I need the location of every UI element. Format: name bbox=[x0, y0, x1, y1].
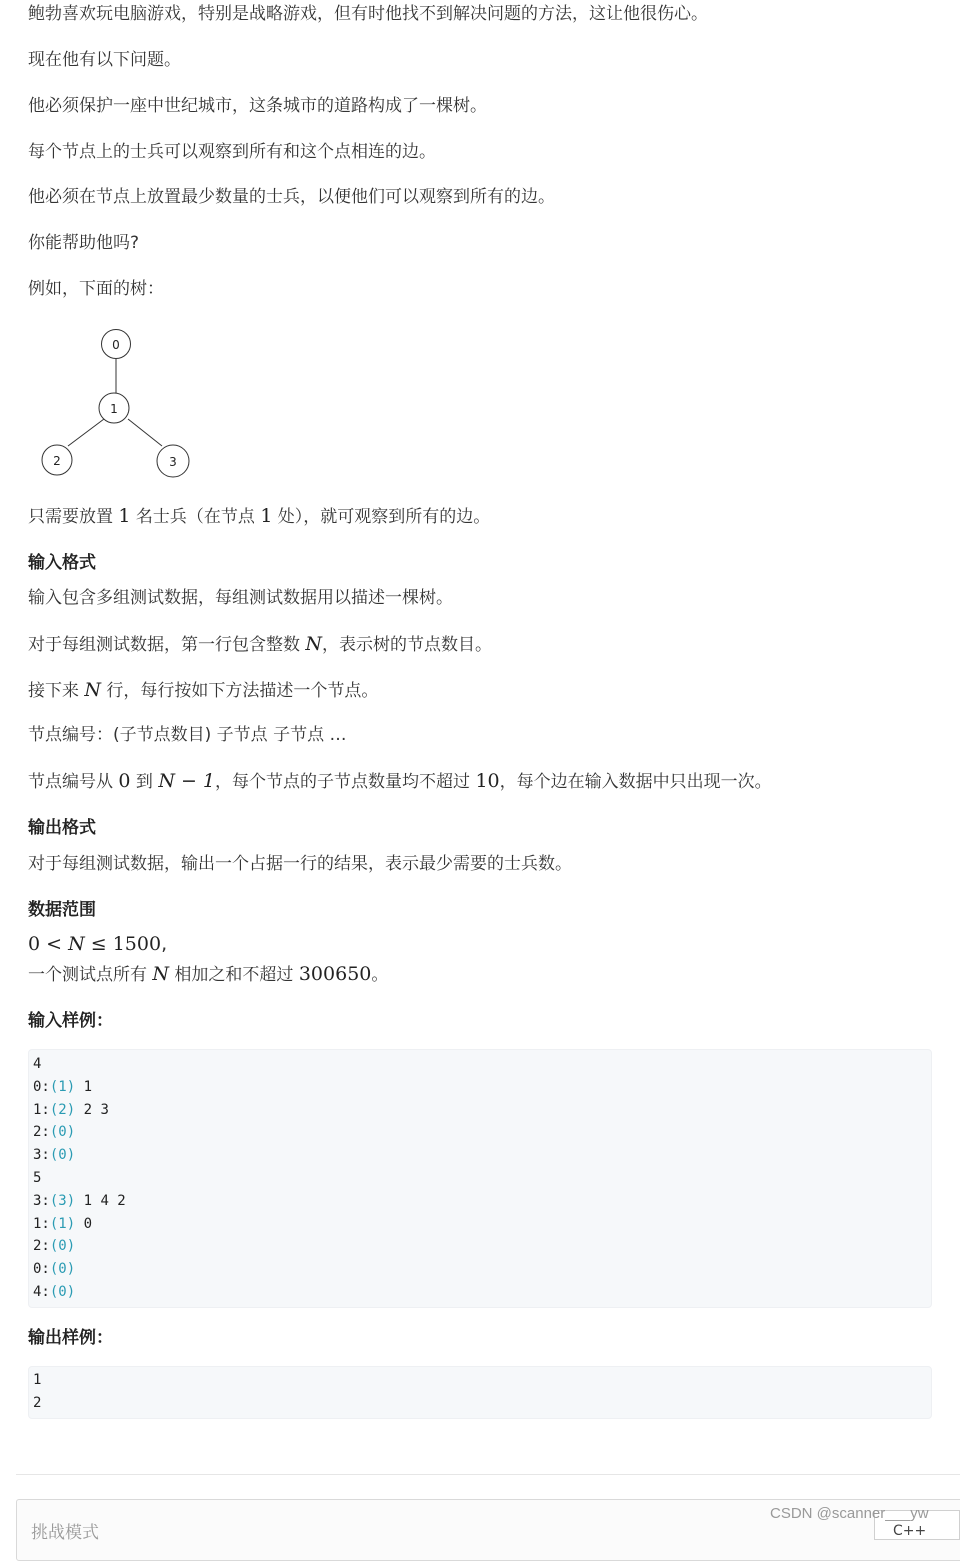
data-range-line bbox=[28, 962, 388, 987]
sample-output-heading: 输出样例： bbox=[28, 1328, 113, 1348]
code-token: 5 bbox=[33, 1169, 42, 1186]
text-span: 相加之和不超过 bbox=[169, 965, 299, 985]
code-line bbox=[33, 1213, 927, 1236]
tree-node-label: 3 bbox=[169, 455, 177, 469]
code-line bbox=[33, 1281, 927, 1304]
code-token: (0) bbox=[49, 1261, 76, 1278]
code-line: 1 bbox=[33, 1372, 42, 1388]
challenge-mode-title: 挑战模式 bbox=[31, 1523, 99, 1543]
example-tree-diagram bbox=[38, 326, 198, 478]
intro-paragraph: 他必须保护一座中世纪城市，这条城市的道路构成了一棵树。 bbox=[28, 96, 487, 116]
code-line bbox=[33, 1190, 927, 1213]
code-token: (0) bbox=[49, 1283, 76, 1300]
tree-edge-1-3 bbox=[128, 419, 162, 446]
input-format-line bbox=[28, 769, 772, 794]
code-token: 1 4 2 bbox=[75, 1192, 126, 1209]
code-token: 2: bbox=[33, 1238, 50, 1255]
tree-node-0 bbox=[102, 330, 131, 359]
math-variable: N bbox=[68, 933, 85, 955]
section-divider bbox=[16, 1474, 960, 1475]
code-line bbox=[33, 1121, 927, 1144]
intro-paragraph: 他必须在节点上放置最少数量的士兵，以便他们可以观察到所有的边。 bbox=[28, 187, 555, 207]
sample-input-code bbox=[29, 1050, 931, 1304]
tree-node-2 bbox=[42, 445, 72, 475]
math-expression: ≤ 1500 bbox=[84, 933, 162, 955]
input-format-line bbox=[28, 632, 492, 657]
code-token: 3: bbox=[33, 1147, 50, 1164]
code-line: 2 bbox=[33, 1394, 42, 1411]
code-token: 2: bbox=[33, 1124, 50, 1141]
code-line bbox=[33, 1235, 927, 1258]
code-line bbox=[33, 1167, 927, 1190]
sample-input-heading: 输入样例： bbox=[28, 1011, 113, 1031]
sample-input-code-block[interactable] bbox=[28, 1049, 932, 1308]
input-format-line: 节点编号：(子节点数目) 子节点 子节点 … bbox=[28, 725, 347, 745]
text-span: 到 bbox=[130, 772, 159, 792]
language-select[interactable]: C++ bbox=[874, 1510, 960, 1540]
input-format-line bbox=[28, 678, 378, 703]
math-number: 0 bbox=[118, 770, 131, 792]
text-span: 行，每行按如下方法描述一个节点。 bbox=[101, 681, 379, 701]
math-variable: N bbox=[152, 963, 170, 985]
math-variable: N bbox=[84, 679, 102, 701]
text-span: ，每个边在输入数据中只出现一次。 bbox=[499, 772, 772, 792]
text-span: , bbox=[161, 933, 168, 955]
text-span: 一个测试点所有 bbox=[28, 965, 153, 985]
code-line bbox=[33, 1053, 927, 1076]
csdn-watermark: CSDN @scanner___yw bbox=[770, 1505, 929, 1522]
tree-node-1 bbox=[99, 393, 129, 423]
tree-node-3 bbox=[157, 445, 189, 477]
input-format-line: 输入包含多组测试数据，每组测试数据用以描述一棵树。 bbox=[28, 588, 453, 608]
code-token: 1: bbox=[33, 1101, 50, 1118]
output-format-line: 对于每组测试数据，输出一个占据一行的结果，表示最少需要的士兵数。 bbox=[28, 854, 572, 874]
code-token: 2 3 bbox=[75, 1101, 109, 1118]
code-line bbox=[33, 1144, 927, 1167]
code-token: (2) bbox=[49, 1101, 76, 1118]
tree-node-label: 2 bbox=[53, 454, 61, 468]
code-line bbox=[33, 1076, 927, 1099]
intro-paragraph: 现在他有以下问题。 bbox=[28, 50, 181, 70]
code-token: (3) bbox=[49, 1192, 76, 1209]
text-span: 节点编号从 bbox=[28, 772, 119, 792]
math-expression: N − 1 bbox=[158, 770, 216, 792]
intro-paragraph: 你能帮助他吗? bbox=[28, 233, 140, 253]
code-token: 0 bbox=[75, 1215, 93, 1232]
tree-node-label: 1 bbox=[110, 402, 118, 416]
input-format-heading: 输入格式 bbox=[28, 553, 96, 573]
code-token: 0: bbox=[33, 1078, 50, 1095]
text-span: 接下来 bbox=[28, 681, 85, 701]
code-token: (0) bbox=[49, 1147, 76, 1164]
tree-edge-1-2 bbox=[68, 419, 104, 446]
answer-text: 名士兵（在节点 bbox=[130, 507, 261, 527]
text-span: ，表示树的节点数目。 bbox=[322, 635, 493, 655]
math-number: 1 bbox=[118, 505, 131, 527]
text-span: 。 bbox=[371, 965, 389, 985]
math-expression: 0 < bbox=[28, 933, 69, 955]
intro-paragraph: 例如，下面的树： bbox=[28, 279, 164, 299]
answer-text: 只需要放置 bbox=[28, 507, 119, 527]
sample-output-code-block[interactable] bbox=[28, 1366, 932, 1419]
code-token: (1) bbox=[49, 1078, 76, 1095]
code-token: 1 bbox=[75, 1078, 93, 1095]
code-token: 0: bbox=[33, 1261, 50, 1278]
answer-text: 处），就可观察到所有的边。 bbox=[272, 507, 491, 527]
text-span: ，每个节点的子节点数量均不超过 bbox=[215, 772, 476, 792]
code-token: (0) bbox=[49, 1238, 76, 1255]
output-format-heading: 输出格式 bbox=[28, 818, 96, 838]
math-number: 300650 bbox=[298, 963, 372, 985]
intro-paragraph: 每个节点上的士兵可以观察到所有和这个点相连的边。 bbox=[28, 142, 436, 162]
code-line bbox=[33, 1258, 927, 1281]
code-token: (0) bbox=[49, 1124, 76, 1141]
sample-output-code bbox=[29, 1367, 931, 1415]
code-token: 4 bbox=[33, 1056, 42, 1072]
code-line bbox=[33, 1099, 927, 1122]
code-token: (1) bbox=[49, 1215, 76, 1232]
math-variable: N bbox=[305, 633, 323, 655]
data-range-line bbox=[28, 932, 167, 956]
math-number: 1 bbox=[260, 505, 273, 527]
code-token: 1: bbox=[33, 1215, 50, 1232]
math-number: 10 bbox=[475, 770, 500, 792]
tree-node-label: 0 bbox=[112, 338, 120, 352]
answer-paragraph bbox=[28, 504, 490, 529]
intro-paragraph: 鲍勃喜欢玩电脑游戏，特别是战略游戏，但有时他找不到解决问题的方法，这让他很伤心。 bbox=[28, 4, 708, 24]
code-token: 3: bbox=[33, 1192, 50, 1209]
data-range-heading: 数据范围 bbox=[28, 900, 96, 920]
text-span: 对于每组测试数据，第一行包含整数 bbox=[28, 635, 306, 655]
code-token: 4: bbox=[33, 1283, 50, 1300]
